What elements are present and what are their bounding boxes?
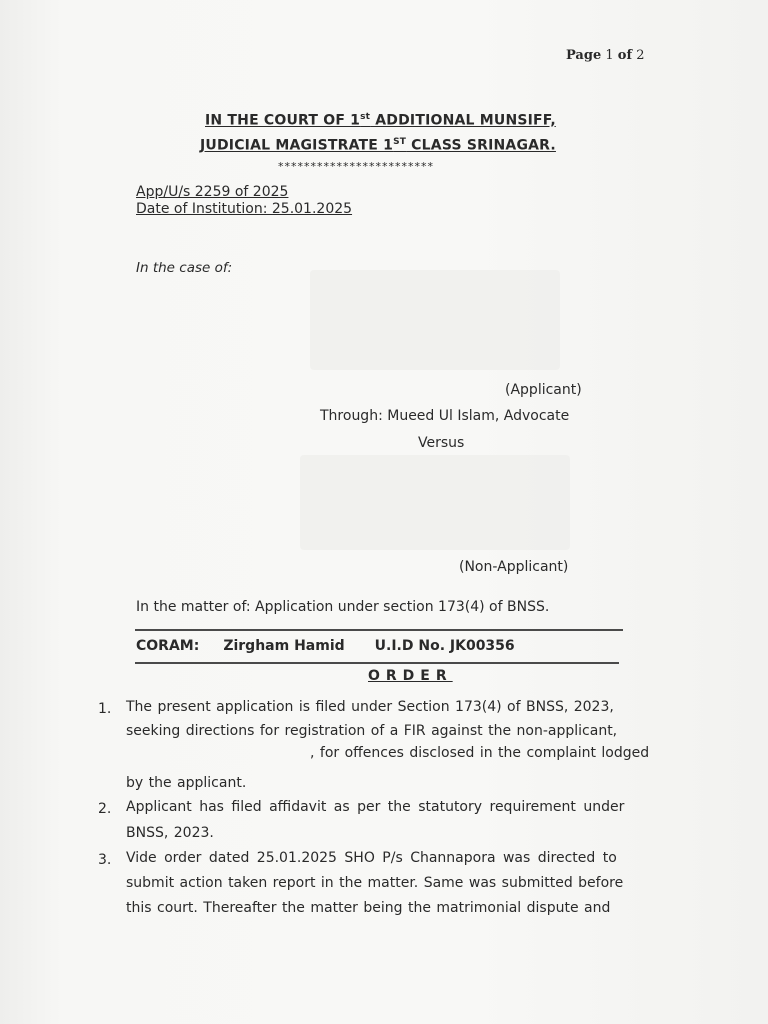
paragraph-line: Applicant has filed affidavit as per the statutory requirement under [126, 799, 625, 815]
coram-line: CORAM: Zirgham Hamid U.I.D No. JK00356 [136, 638, 515, 654]
paragraph-line: Vide order dated 25.01.2025 SHO P/s Channapora was directed to [126, 850, 617, 866]
non-applicant-label: (Non-Applicant) [459, 559, 569, 575]
date-of-institution: Date of Institution: 25.01.2025 [136, 201, 353, 217]
paragraph-number: 2. [98, 801, 112, 817]
paragraph-line: BNSS, 2023. [126, 825, 214, 841]
order-heading: ORDER [368, 668, 453, 684]
divider-bottom [135, 662, 619, 664]
court-title-line-1: IN THE COURT OF 1st ADDITIONAL MUNSIFF, [205, 112, 556, 129]
matter-line: In the matter of: Application under section 173(4) of BNSS. [136, 599, 550, 615]
paragraph-line: , for offences disclosed in the complaint lodged [310, 745, 650, 761]
paragraph-line: this court. Thereafter the matter being the matrimonial dispute and [126, 900, 611, 916]
divider-top [135, 629, 623, 631]
paragraph-number: 3. [98, 852, 112, 868]
redacted-area-non-applicant [300, 455, 570, 550]
through-advocate: Through: Mueed Ul Islam, Advocate [320, 408, 570, 424]
applicant-label: (Applicant) [505, 382, 582, 398]
case-of-label: In the case of: [136, 260, 233, 276]
court-title-line-2: JUDICIAL MAGISTRATE 1ST CLASS SRINAGAR. [200, 137, 556, 154]
paragraph-line: submit action taken report in the matter. Same was submitted before [126, 875, 624, 891]
paragraph-line: seeking directions for registration of a FIR against the non-applicant, [126, 723, 618, 739]
redacted-area-applicant [310, 270, 560, 370]
application-number: App/U/s 2259 of 2025 [136, 184, 289, 200]
separator-stars: ************************ [278, 160, 434, 173]
paragraph-number: 1. [98, 701, 112, 717]
versus-label: Versus [418, 435, 465, 451]
page-number: Page 1 of 2 [566, 48, 645, 63]
paragraph-line: The present application is filed under Section 173(4) of BNSS, 2023, [126, 699, 614, 715]
paragraph-line: by the applicant. [126, 775, 247, 791]
